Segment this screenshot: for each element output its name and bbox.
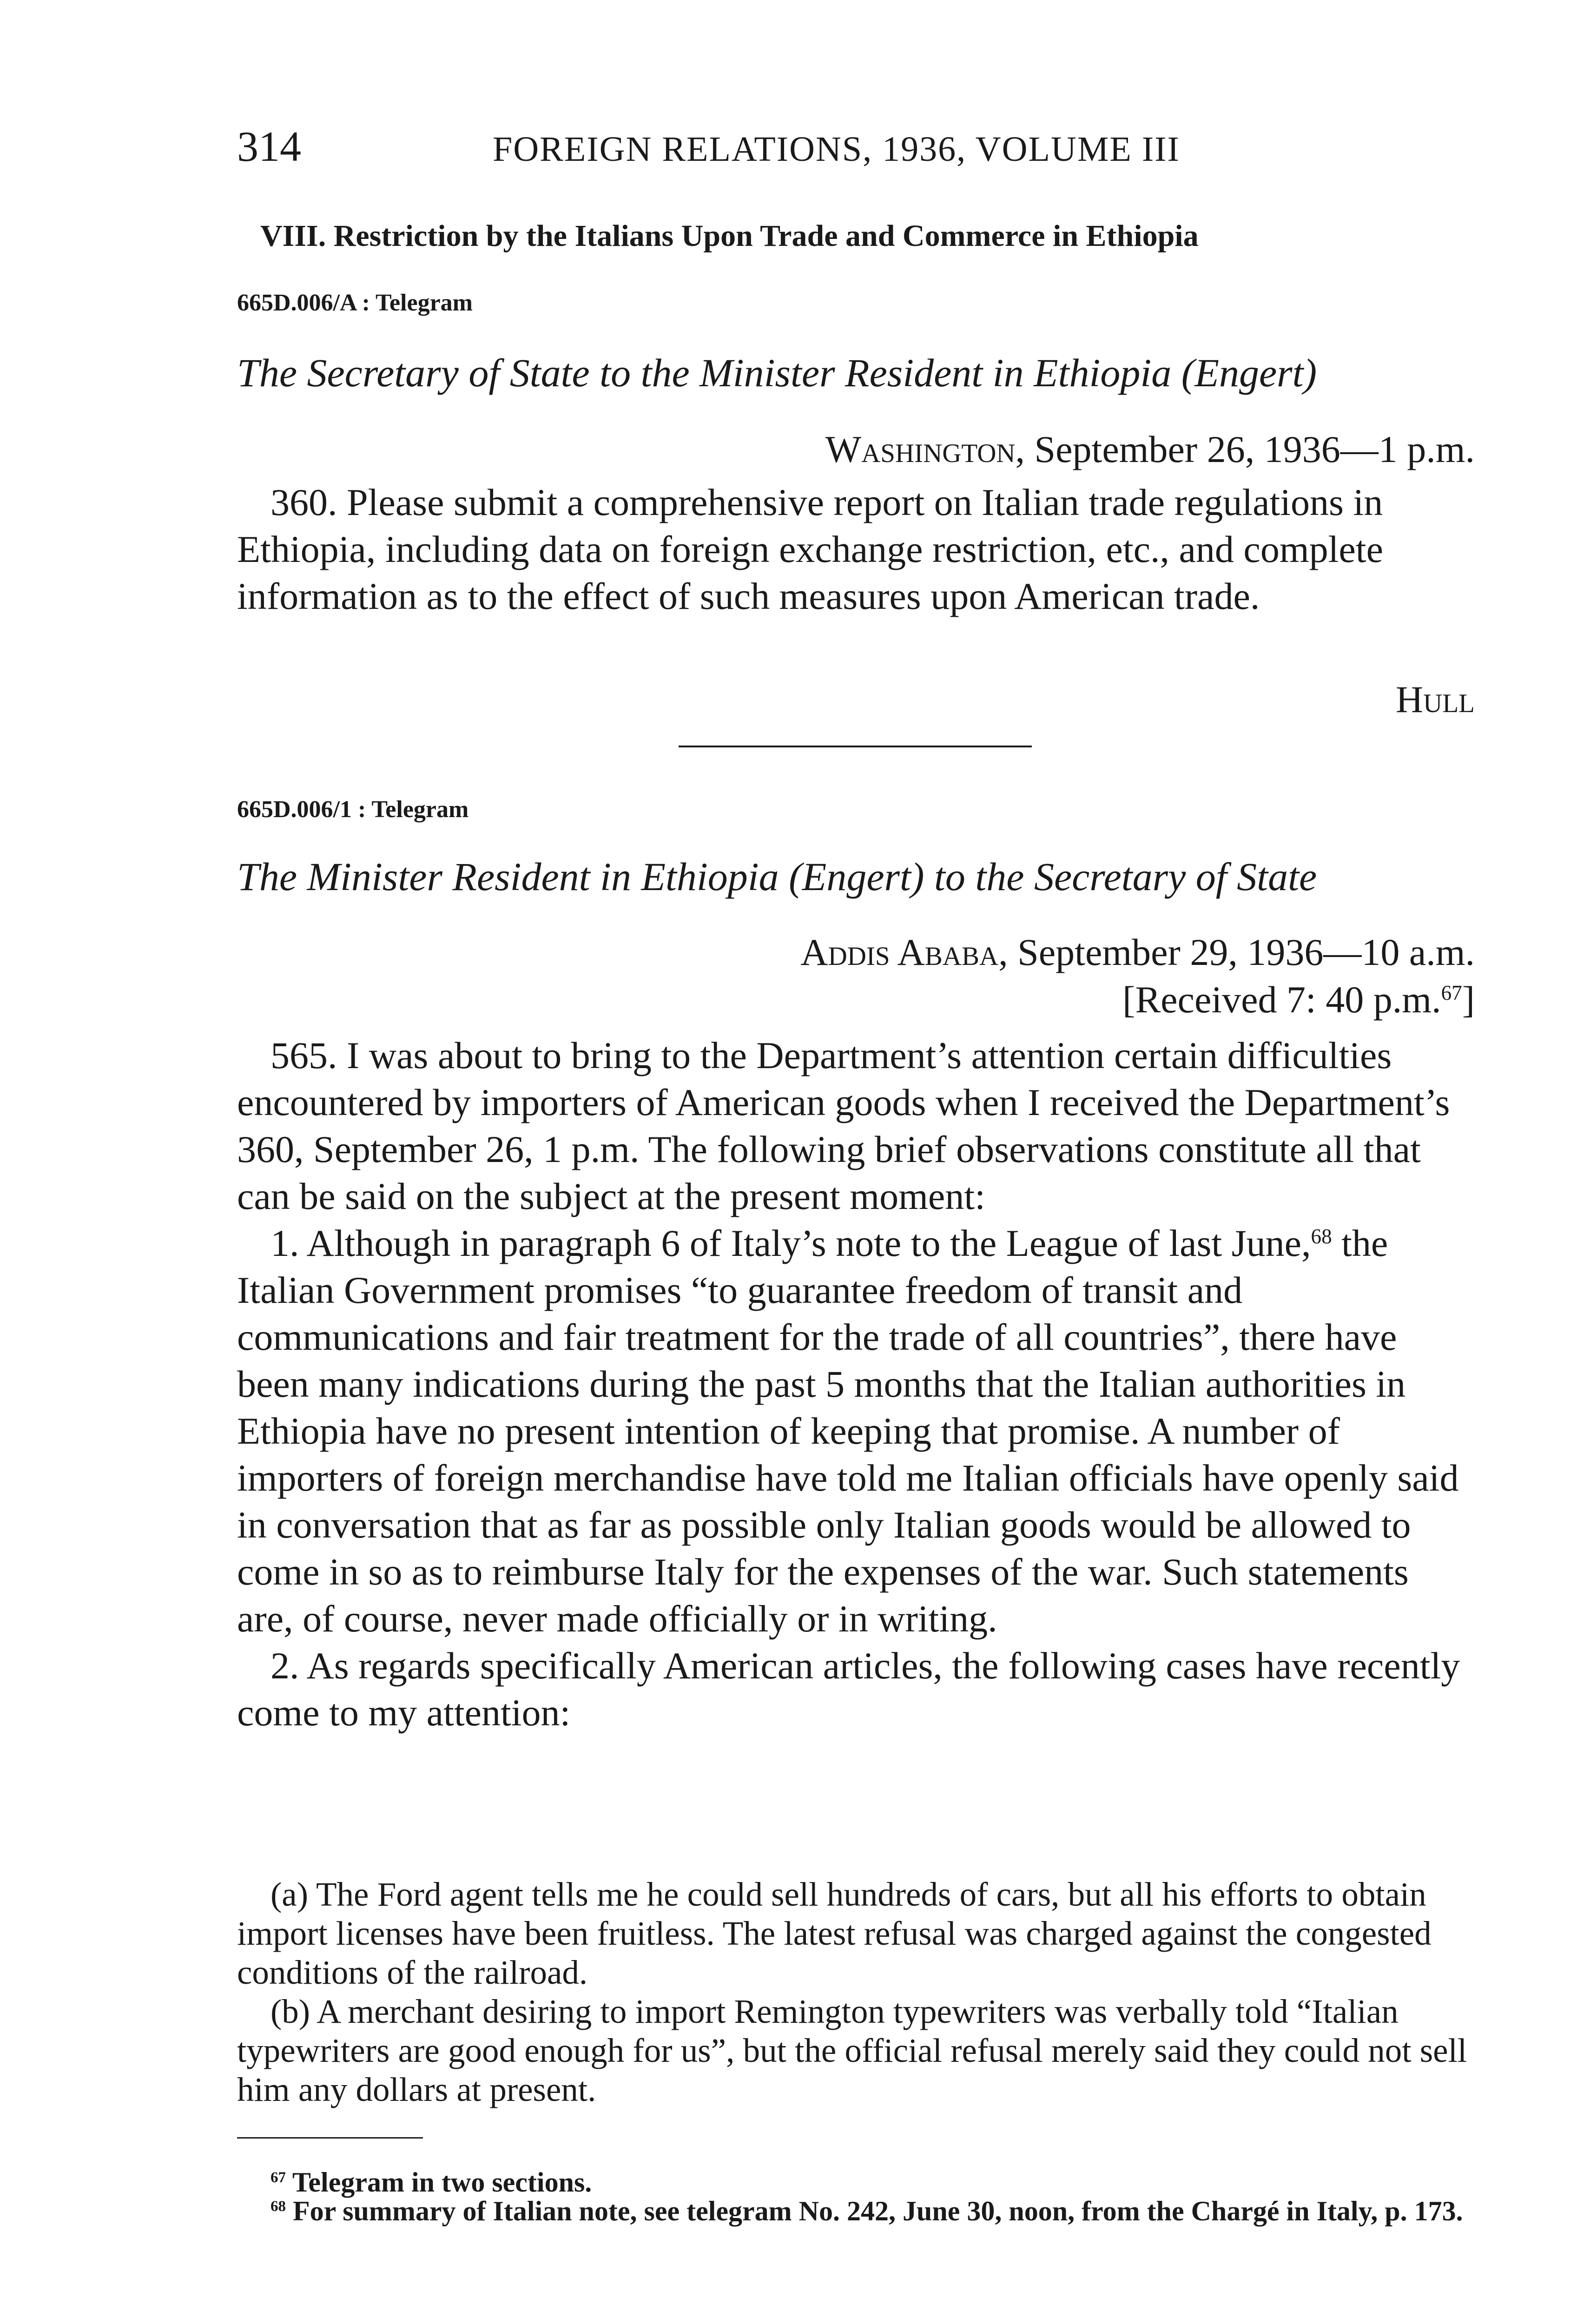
doc2-paragraph-1: 565. I was about to bring to the Department’s attention certain difficulties encountered by importers of American goods when I received the Department’s 360, September 26, 1 p.m. The following brief observations constitute all that can be said on the subject at the present moment:: [237, 1034, 1450, 1217]
footnote-67: [237, 2168, 1473, 2197]
doc2-cases: [237, 1875, 1473, 2109]
doc1-heading: The Secretary of State to the Minister Resident in Ethiopia (Engert): [237, 350, 1317, 395]
doc2-heading: The Minister Resident in Ethiopia (Engert) to the Secretary of State: [237, 854, 1317, 899]
footnote-text: Telegram in two sections.: [286, 2167, 592, 2198]
footnote-ref-67: 67: [1441, 981, 1462, 1004]
footnote-ref-68: 68: [1311, 1224, 1332, 1248]
footnote-rule: [237, 2137, 423, 2139]
doc2-body: [237, 1032, 1473, 1736]
footnote-number: 67: [271, 2169, 286, 2186]
doc2-received-text: [Received 7: 40 p.m.: [1122, 978, 1441, 1021]
doc2-paragraph-2: [237, 1220, 1473, 1642]
doc1-dateline: [825, 428, 1475, 471]
footnote-text: For summary of Italian note, see telegram No. 242, June 30, noon, from the Chargé in Italy, p. 173.: [286, 2196, 1463, 2226]
doc2-dateline: [800, 931, 1475, 974]
doc2-received-end: ]: [1462, 978, 1475, 1021]
doc1-signature: Hull: [1395, 678, 1475, 720]
doc1-body: [237, 479, 1473, 620]
footnote-68: [237, 2197, 1473, 2225]
doc2-place: Addis Ababa: [800, 931, 999, 973]
separator-rule: [679, 746, 1032, 747]
doc2-paragraph-2b: the Italian Government promises “to guarantee freedom of transit and communications and fair treatment for the trade of all countries”, there have been many indications during the past 5 months that the Italian authorities in Ethiopia have no present intention of keeping that promise. A number of importers of foreign merchandise have told me Italian officials have openly said in conversation that as far as possible only Italian goods would be allowed to come in so as to reimburse Italy for the expenses of the war. Such statements are, of course, never made officially or in writing.: [237, 1222, 1459, 1640]
page-number: 314: [237, 123, 301, 170]
footnote-number: 68: [271, 2198, 286, 2215]
doc1-date: , September 26, 1936—1 p.m.: [1015, 428, 1475, 470]
doc2-file-number: 665D.006/1 : Telegram: [237, 796, 469, 823]
case-a: (a) The Ford agent tells me he could sell hundreds of cars, but all his efforts to obtain import licenses have been fruitless. The latest refusal was charged against the congested conditions of the railroad.: [237, 1875, 1432, 1991]
doc2-paragraph-2a: 1. Although in paragraph 6 of Italy’s note to the League of last June,: [271, 1222, 1311, 1264]
case-b: (b) A merchant desiring to import Remington typewriters was verbally told “Italian typewriters are good enough for us”, but the official refusal merely said they could not sell him any dollars at present.: [237, 1993, 1467, 2108]
doc1-text: 360. Please submit a comprehensive report on Italian trade regulations in Ethiopia, including data on foreign exchange restriction, etc., and complete information as to the effect of such measures upon American trade.: [237, 481, 1383, 617]
section-title: VIII. Restriction by the Italians Upon Trade and Commerce in Ethiopia: [260, 219, 1199, 253]
doc1-file-number: 665D.006/A : Telegram: [237, 290, 473, 316]
doc2-paragraph-3: 2. As regards specifically American articles, the following cases have recently come to my attention:: [237, 1644, 1460, 1734]
doc2-received: [1122, 978, 1475, 1022]
doc1-place: Washington: [825, 428, 1016, 470]
running-title: FOREIGN RELATIONS, 1936, VOLUME III: [493, 130, 1180, 169]
footnotes: [237, 2168, 1473, 2225]
doc2-date: , September 29, 1936—10 a.m.: [998, 931, 1475, 973]
